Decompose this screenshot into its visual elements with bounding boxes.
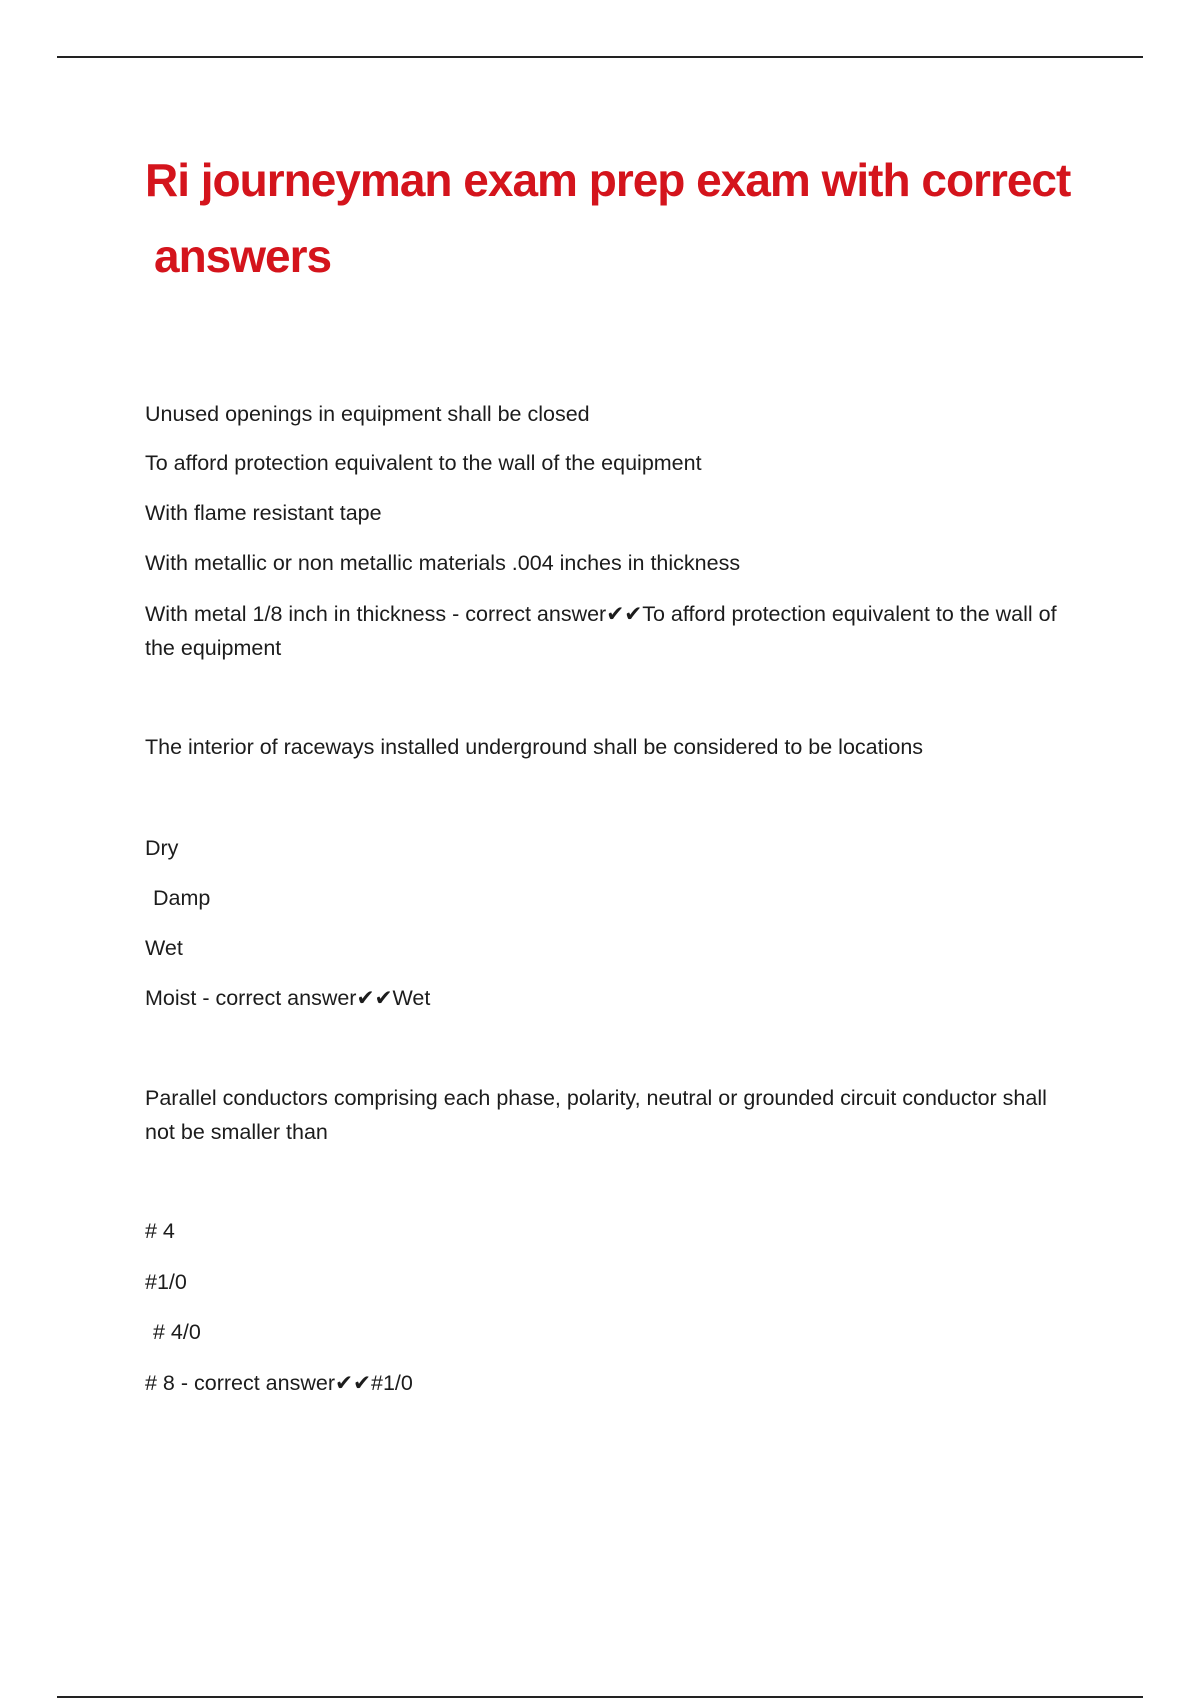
- document-title: [145, 142, 1105, 294]
- q1-option-1: To afford protection equivalent to the wall of the equipment: [145, 451, 702, 475]
- q3-option-1: # 4: [145, 1219, 175, 1243]
- q1-option-2: With flame resistant tape: [145, 501, 382, 525]
- footer-rule: [57, 1696, 1143, 1698]
- q3-option-3: # 4/0: [153, 1320, 201, 1344]
- q3-question: Parallel conductors comprising each phase, polarity, neutral or grounded circuit conductor shall not be smaller than: [145, 1086, 1047, 1144]
- q1-option-4-answer: With metal 1/8 inch in thickness - correct answer✔✔To afford protection equivalent to the wall of the equipment: [145, 602, 1057, 660]
- q2-option-3: Wet: [145, 936, 183, 960]
- q2-option-4-answer: Moist - correct answer✔✔Wet: [145, 986, 431, 1010]
- title-line-1: Ri journeyman exam prep exam with correct: [145, 154, 1071, 206]
- q2-option-1: Dry: [145, 836, 179, 860]
- title-line-2: answers: [154, 230, 332, 282]
- q2-question: The interior of raceways installed underground shall be considered to be locations: [145, 735, 924, 759]
- q2-option-2: Damp: [153, 886, 211, 910]
- q3-option-2: #1/0: [145, 1270, 187, 1294]
- header-rule: [57, 56, 1143, 58]
- q1-question: Unused openings in equipment shall be closed: [145, 402, 590, 426]
- q3-option-4-answer: # 8 - correct answer✔✔#1/0: [145, 1371, 413, 1395]
- q1-option-3: With metallic or non metallic materials .004 inches in thickness: [145, 551, 741, 575]
